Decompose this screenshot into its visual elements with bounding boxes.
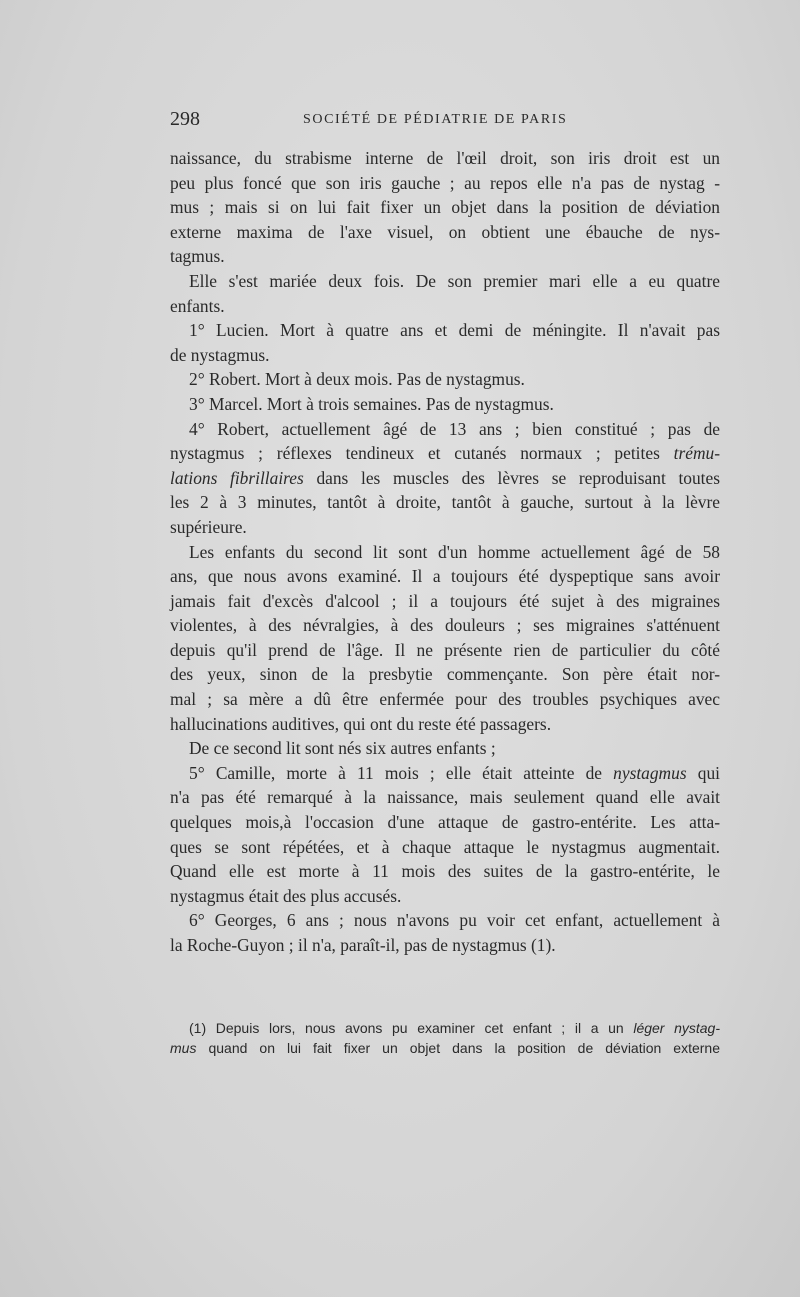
text-line: n'a pas été remarqué à la naissance, mais seulement quand elle avait [170, 787, 720, 808]
paragraph [170, 367, 720, 392]
text-line [170, 466, 720, 491]
running-title: SOCIÉTÉ DE PÉDIATRIE DE PARIS [303, 112, 568, 127]
text-line: de nystagmus. [170, 344, 270, 365]
text-line: 4° Robert, actuellement âgé de 13 ans ; bien constitué ; pas de [189, 418, 720, 439]
text-fragment: quand on lui fait fixer un objet dans la position de déviation externe [196, 1040, 720, 1056]
text-line: 1° Lucien. Mort à quatre ans et demi de méningite. Il n'avait pas [189, 320, 720, 341]
text-line: violentes, à des névralgies, à des douleurs ; ses migraines s'atténuent [170, 615, 720, 636]
text-fragment: dans les muscles des lèvres se reproduisant toutes [303, 467, 720, 488]
italic-text: lations fibrillaires [170, 467, 304, 488]
page-number: 298 [170, 108, 200, 130]
italic-text: léger nystag- [633, 1020, 721, 1036]
text-line: des yeux, sinon de la presbytie commençante. Son père était nor- [170, 664, 720, 685]
italic-text: nystagmus [613, 762, 687, 783]
footnote [170, 1018, 720, 1058]
paragraph [170, 736, 720, 761]
body-text [170, 146, 720, 958]
text-line: jamais fait d'excès d'alcool ; il a toujours été sujet à des migraines [170, 590, 720, 611]
text-line: depuis qu'il prend de l'âge. Il ne présente rien de particulier du côté [170, 639, 720, 660]
text-fragment: 5° Camille, morte à 11 mois ; elle était atteinte de [189, 762, 614, 783]
paragraph [170, 540, 720, 737]
text-line: mal ; sa mère a dû être enfermée pour des troubles psychiques avec [170, 689, 720, 710]
paragraph [170, 761, 720, 909]
text-line [170, 761, 720, 786]
text-fragment: (1) Depuis lors, nous avons pu examiner cet enfant ; il a un [189, 1020, 634, 1036]
text-line: De ce second lit sont nés six autres enfants ; [189, 738, 496, 759]
text-line: la Roche-Guyon ; il n'a, paraît-il, pas de nystagmus (1). [170, 935, 556, 955]
text-fragment: qui [686, 762, 720, 783]
footnote-line [170, 1018, 720, 1038]
text-line: Les enfants du second lit sont d'un homme actuellement âgé de 58 [189, 541, 720, 562]
paragraph [170, 318, 720, 367]
paragraph [170, 417, 720, 540]
text-line: mus ; mais si on lui fait fixer un objet dans la position de déviation [170, 197, 720, 218]
paragraph [170, 392, 720, 417]
text-line: 2° Robert. Mort à deux mois. Pas de nystagmus. [189, 369, 525, 390]
text-line: externe maxima de l'axe visuel, on obtient une ébauche de nys- [170, 221, 720, 242]
text-line: naissance, du strabisme interne de l'œil droit, son iris droit est un [170, 148, 720, 168]
text-line: hallucinations auditives, qui ont du reste été passagers. [170, 713, 552, 734]
text-line: Elle s'est mariée deux fois. De son premier mari elle a eu quatre [189, 270, 720, 291]
text-line: enfants. [170, 295, 225, 316]
text-line [170, 441, 720, 466]
text-line: 3° Marcel. Mort à trois semaines. Pas de nystagmus. [189, 393, 554, 414]
text-line: ques se sont répétées, et à chaque attaque le nystagmus augmentait. [170, 836, 720, 857]
text-line: 6° Georges, 6 ans ; nous n'avons pu voir cet enfant, actuellement à [189, 910, 720, 931]
text-line: Quand elle est morte à 11 mois des suites de la gastro-entérite, le [170, 861, 720, 882]
text-line: les 2 à 3 minutes, tantôt à droite, tantôt à gauche, surtout à la lèvre [170, 492, 720, 513]
text-fragment: nystagmus ; réflexes tendineux et cutanés normaux ; petites [170, 443, 674, 464]
paragraph [170, 269, 720, 318]
text-line: supérieure. [170, 516, 247, 537]
text-line: tagmus. [170, 246, 225, 267]
text-line: peu plus foncé que son iris gauche ; au repos elle n'a pas de nystag - [170, 172, 720, 193]
paragraph [170, 908, 720, 957]
page-header [170, 108, 720, 134]
text-line: quelques mois,à l'occasion d'une attaque de gastro-entérite. Les atta- [170, 812, 720, 833]
italic-text: mus [170, 1040, 197, 1056]
text-line: nystagmus était des plus accusés. [170, 885, 402, 906]
text-line: ans, que nous avons examiné. Il a toujours été dyspeptique sans avoir [170, 566, 720, 587]
paragraph [170, 146, 720, 269]
footnote-line [170, 1038, 720, 1058]
italic-text: trému- [673, 443, 720, 464]
